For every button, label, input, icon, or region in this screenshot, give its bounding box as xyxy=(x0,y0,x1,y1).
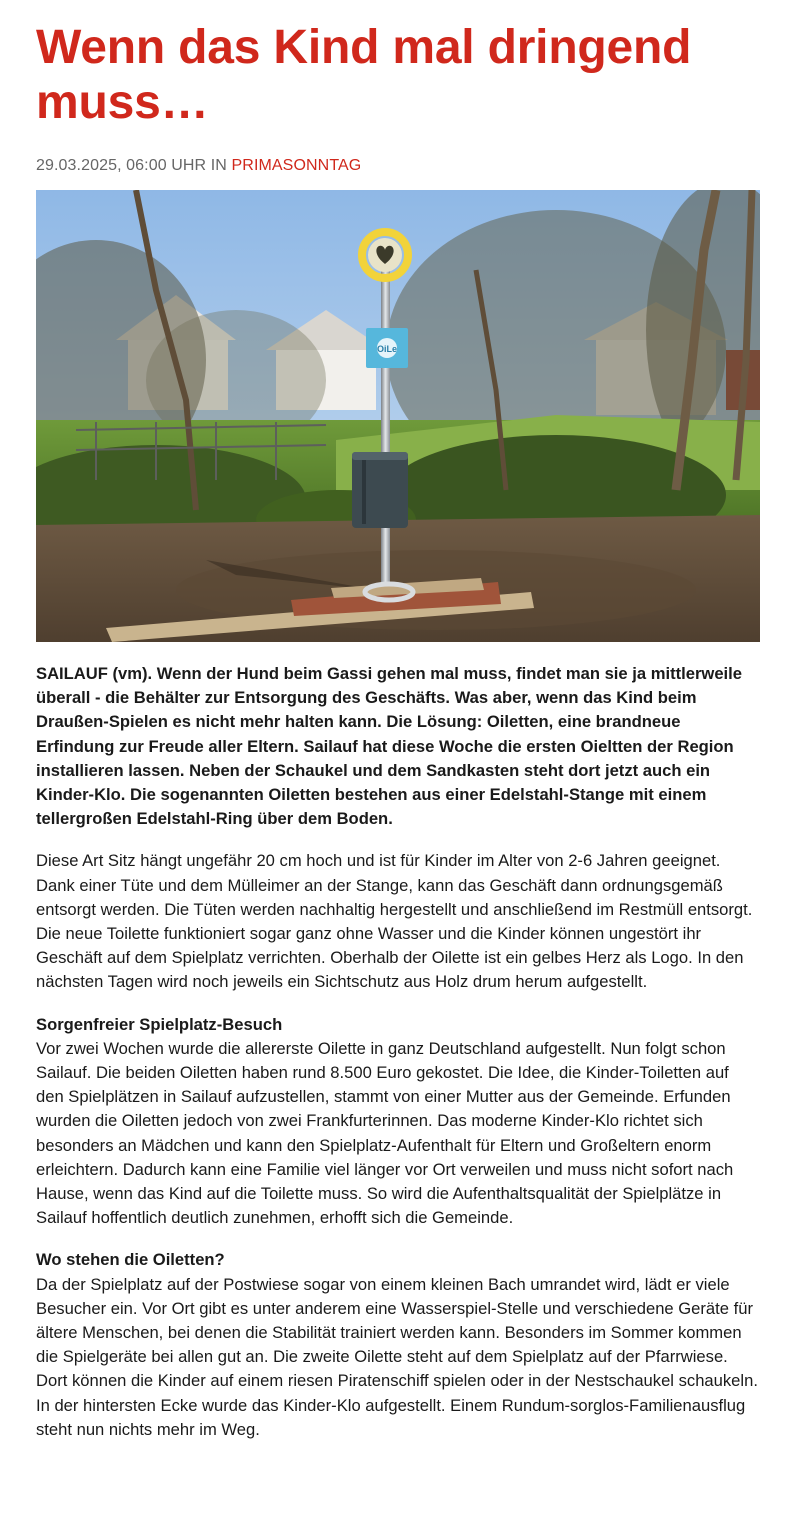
article-photo xyxy=(36,190,760,642)
article-paragraph: Diese Art Sitz hängt ungefähr 20 cm hoch und ist für Kinder im Alter von 2-6 Jahren geeignet. Dank einer Tüte und dem Mülleimer an der Stange, kann das Geschäft dann ordnungsgemäß entsorgt werden. Die Tüten werden nachhaltig hergestellt und anschließend im Restmüll entsorgt. Die neue Toilette funktioniert sogar ganz ohne Wasser und die Kinder können ungestört ihr Geschäft auf dem Spielplatz verrichten. Oberhalb der Oilette ist ein gelbes Herz als Logo. In den nächsten Tagen wird noch jeweils ein Sichtschutz aus Holz drum herum aufgestellt. xyxy=(36,851,753,992)
article-paragraph: Vor zwei Wochen wurde die allererste Oilette in ganz Deutschland aufgestellt. Nun folgt schon Sailauf. Die beiden Oiletten haben rund 8.500 Euro gekostet. Die Idee, die Kinder-Toiletten auf den Spielplätzen in Sailauf aufzustellen, stammt von einer Mutter aus der Gemeinde. Erfunden wurden die Oiletten jedoch von zwei Frankfurterinnen. Das moderne Kinder-Klo richtet sich besonders an Mädchen und kann den Spielplatz-Aufenthalt für Eltern und Großeltern enorm erleichtern. Dadurch kann eine Familie viel länger vor Ort verweilen und muss nicht sofort nach Hause, wenn das Kind auf die Toilette muss. So wird die Aufenthaltsqualität der Spielplätze in Sailauf hoffentlich deutlich zunehmen, erhofft sich die Gemeinde. xyxy=(36,1038,734,1228)
section-heading: Wo stehen die Oiletten? xyxy=(36,1250,225,1270)
article-date: 29.03.2025, 06:00 UHR IN xyxy=(36,157,232,174)
photo-illustration xyxy=(36,190,760,642)
section-heading: Sorgenfreier Spielplatz-Besuch xyxy=(36,1014,283,1034)
article-lead: SAILAUF (vm). Wenn der Hund beim Gassi gehen mal muss, findet man sie ja mittlerweile überall - die Behälter zur Entsorgung des Geschäfts. Was aber, wenn das Kind beim Draußen-Spielen es nicht mehr halten kann. Die Lösung: Oiletten, eine brandneue Erfindung zur Freude aller Eltern. Sailauf hat diese Woche die ersten Oieltten der Region installieren lassen. Neben der Schaukel und dem Sandkasten steht dort jetzt auch ein Kinder-Klo. Die sogenannten Oiletten bestehen aus einer Edelstahl-Stange mit einem tellergroßen Edelstahl-Ring über dem Boden. xyxy=(36,664,743,829)
article-paragraph: Da der Spielplatz auf der Postwiese sogar von einem kleinen Bach umrandet wird, lädt er viele Besucher ein. Vor Ort gibt es unter anderem eine Wasserspiel-Stelle und verschiedene Geräte für ältere Menschen, bei denen die Stabilität trainiert werden kann. Besonders im Sommer kommen die Spielgeräte bei allen gut an. Die zweite Oilette steht auf dem Spielplatz auf der Pfarrwiese. Dort können die Kinder auf einem riesen Piratenschiff spielen oder in der Nestschaukel schaukeln. In der hintersten Ecke wurde das Kinder-Klo aufgestellt. Einem Rundum-sorglos-Familienausflug steht nun nichts mehr im Weg. xyxy=(36,1274,758,1439)
article-headline: Wenn das Kind mal dringend muss… xyxy=(36,21,692,129)
article-meta xyxy=(36,156,760,176)
sign-logo-text: OiLe xyxy=(376,344,398,354)
article xyxy=(36,20,760,1442)
category-link[interactable]: PRIMASONNTAG xyxy=(231,157,362,174)
